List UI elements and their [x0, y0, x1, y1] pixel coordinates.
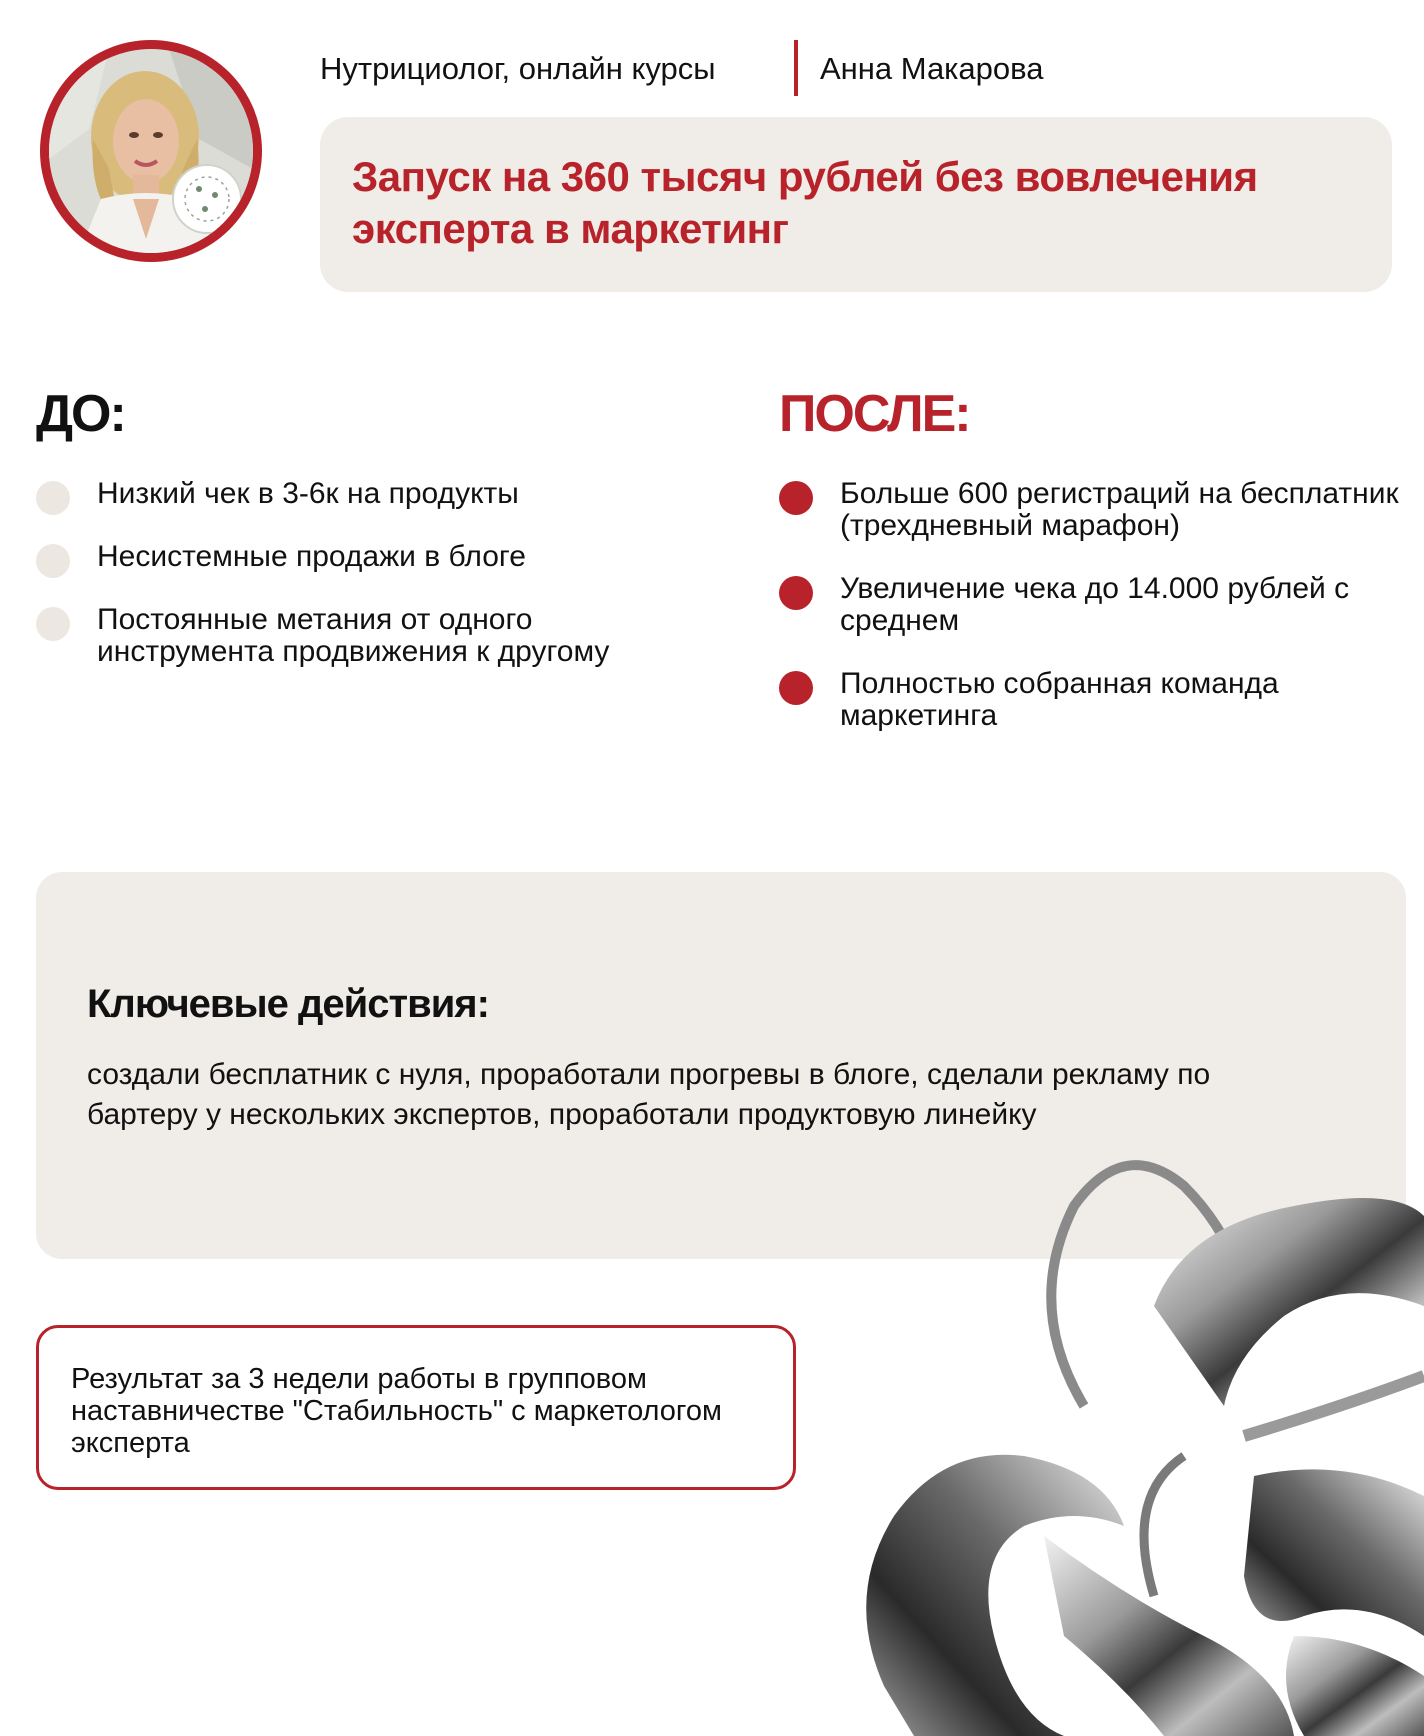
- list-item: [36, 541, 626, 573]
- list-item: [36, 604, 626, 668]
- header-name: Анна Макарова: [820, 51, 1044, 86]
- header-divider: [794, 40, 798, 96]
- list-item-text: Полностью собранная команда маркетинга: [840, 667, 1279, 732]
- list-item: [779, 573, 1399, 637]
- list-item: [36, 478, 626, 510]
- chrome-sculpture-decoration: [824, 1076, 1424, 1736]
- result-box: [36, 1325, 796, 1490]
- title-card: [320, 117, 1392, 292]
- page-title: [352, 151, 1360, 255]
- list-item-text: Увеличение чека до 14.000 рублей с среднем: [840, 572, 1350, 637]
- bullet-dot: [36, 481, 70, 515]
- list-item: [779, 478, 1399, 542]
- title-line-2: эксперта в маркетинг: [352, 205, 789, 252]
- key-actions-text: создали бесплатник с нуля, проработали прогревы в блоге, сделали рекламу по бартеру у нескольких экспертов, проработали продуктовую линейку: [87, 1058, 1211, 1131]
- list-item-text: Больше 600 регистраций на бесплатник (трехдневный марафон): [840, 477, 1399, 542]
- key-actions-title: Ключевые действия:: [87, 982, 489, 1026]
- list-item: [779, 668, 1399, 732]
- list-item-text: Несистемные продажи в блоге: [97, 540, 526, 573]
- before-list: [36, 478, 626, 699]
- bullet-dot: [36, 607, 70, 641]
- header-category: Нутрициолог, онлайн курсы: [320, 51, 716, 86]
- avatar: [40, 40, 262, 262]
- after-heading: ПОСЛЕ:: [779, 385, 970, 443]
- avatar-photo: [49, 49, 253, 253]
- after-list: [779, 478, 1399, 763]
- list-item-text: Низкий чек в 3-6к на продукты: [97, 477, 519, 510]
- bullet-dot: [779, 671, 813, 705]
- bullet-dot: [36, 544, 70, 578]
- title-line-1: Запуск на 360 тысяч рублей без вовлечения: [352, 153, 1258, 200]
- bullet-dot: [779, 481, 813, 515]
- result-text: Результат за 3 недели работы в групповом наставничестве "Стабильность" с маркетологом эксперта: [71, 1363, 722, 1459]
- before-heading: ДО:: [36, 385, 125, 443]
- list-item-text: Постоянные метания от одного инструмента продвижения к другому: [97, 603, 610, 668]
- bullet-dot: [779, 576, 813, 610]
